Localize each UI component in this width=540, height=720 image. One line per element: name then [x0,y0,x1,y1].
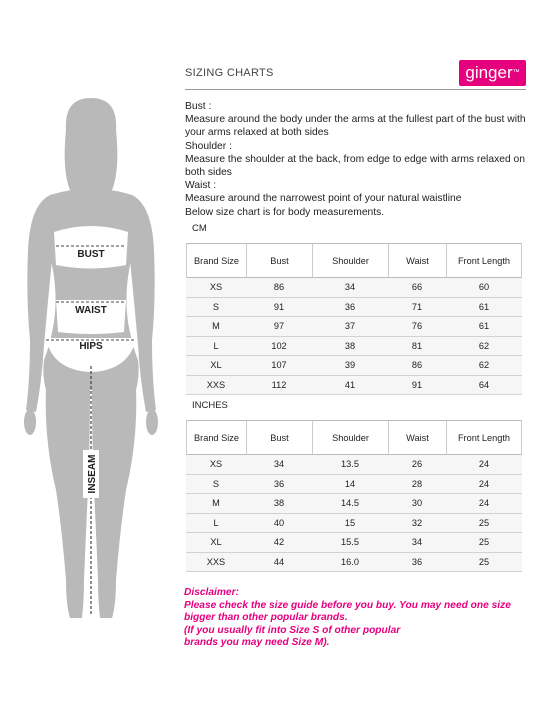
table-cell: 30 [388,494,446,514]
table-cell: 62 [446,356,522,376]
table-row [186,553,522,573]
table-cell: 40 [246,514,312,534]
shoulder-instruction: Measure the shoulder at the back, from edge to edge with arms relaxed on both sides [185,153,525,179]
brand-name: ginger [465,63,513,82]
hips-label: HIPS [79,341,103,352]
waist-label: WAIST [75,305,107,316]
column-header: Waist [388,420,446,455]
table-cell: 24 [446,494,522,514]
table-row [186,376,522,396]
disclaimer-note-line-1: (If you usually fit into Size S of other popular [184,624,401,636]
table-cell: XXS [186,553,246,573]
table-cell: 41 [312,376,388,396]
shoulder-heading: Shoulder : [185,140,232,152]
table-cell: 39 [312,356,388,376]
table-row [186,298,522,318]
table-row [186,356,522,376]
disclaimer-heading: Disclaimer: [184,587,239,598]
table-cell: 61 [446,317,522,337]
table-cell: 64 [446,376,522,396]
column-header: Shoulder [312,420,388,455]
table-cell: 36 [312,298,388,318]
table-cell: 38 [246,494,312,514]
table-cell: 15.5 [312,533,388,553]
table-row [186,514,522,534]
brand-logo [459,60,526,86]
table-row [186,278,522,298]
table-row [186,455,522,475]
table-cell: 42 [246,533,312,553]
table-cell: 28 [388,475,446,495]
table-cell: L [186,514,246,534]
table-row [186,475,522,495]
table-cell: 60 [446,278,522,298]
disclaimer-text: Please check the size guide before you buy. You may need one size bigger than other popular brands. [184,599,511,624]
table-row [186,494,522,514]
table-cell: 86 [246,278,312,298]
table-cell: XS [186,278,246,298]
body-measurement-figure [0,60,185,640]
bust-heading: Bust : [185,101,212,112]
column-header: Waist [388,243,446,278]
table-cell: 13.5 [312,455,388,475]
table-header-row [186,243,522,278]
table-cell: 76 [388,317,446,337]
column-header: Bust [246,420,312,455]
table-cell: 26 [388,455,446,475]
table-cell: 34 [388,533,446,553]
table-cell: 32 [388,514,446,534]
table-cell: 86 [388,356,446,376]
table-cell: S [186,298,246,318]
column-header: Brand Size [186,420,246,455]
table-cell: 34 [312,278,388,298]
table-cell: 102 [246,337,312,357]
table-cell: 97 [246,317,312,337]
inseam-label: INSEAM [87,454,98,494]
table-cell: 66 [388,278,446,298]
table-cell: 24 [446,475,522,495]
table-cell: 25 [446,514,522,534]
column-header: Front Length [446,243,522,278]
cm-table-body [186,243,522,395]
brand-trademark: ™ [512,69,520,76]
table-cell: 112 [246,376,312,396]
table-cell: 34 [246,455,312,475]
measurement-instructions [185,100,530,219]
table-cell: XL [186,533,246,553]
table-cell: XL [186,356,246,376]
table-cell: 62 [446,337,522,357]
disclaimer-note-line-2: brands you may need Size M). [184,637,330,649]
column-header: Brand Size [186,243,246,278]
table-cell: 61 [446,298,522,318]
table-cell: S [186,475,246,495]
table-cell: 16.0 [312,553,388,573]
page-title: SIZING CHARTS [185,67,274,79]
table-cell: M [186,494,246,514]
cm-unit-label: CM [192,223,207,234]
body-measurement-note: Below size chart is for body measurements. [185,206,385,218]
table-cell: 14 [312,475,388,495]
table-cell: 91 [388,376,446,396]
inches-table-body [186,420,522,572]
table-row [186,317,522,337]
table-cell: 14.5 [312,494,388,514]
table-cell: 24 [446,455,522,475]
table-cell: 71 [388,298,446,318]
table-row [186,533,522,553]
table-cell: 81 [388,337,446,357]
table-cell: XXS [186,376,246,396]
column-header: Front Length [446,420,522,455]
inches-size-table [186,420,522,572]
table-cell: M [186,317,246,337]
table-cell: 44 [246,553,312,573]
table-cell: 15 [312,514,388,534]
table-cell: 25 [446,533,522,553]
table-cell: 91 [246,298,312,318]
table-cell: 36 [246,475,312,495]
disclaimer [184,587,529,650]
column-header: Shoulder [312,243,388,278]
bust-band [54,226,128,269]
cm-size-table [186,243,522,395]
header-divider [185,89,526,90]
table-cell: XS [186,455,246,475]
waist-instruction: Measure around the narrowest point of your natural waistline [185,193,462,205]
bust-instruction: Measure around the body under the arms at the fullest part of the bust with your arms relaxed at both sides [185,114,526,139]
table-cell: 36 [388,553,446,573]
inches-unit-label: INCHES [192,400,228,411]
table-row [186,337,522,357]
table-cell: 25 [446,553,522,573]
table-cell: 37 [312,317,388,337]
table-cell: L [186,337,246,357]
table-cell: 107 [246,356,312,376]
bust-label: BUST [77,249,105,260]
waist-heading: Waist : [185,180,217,192]
column-header: Bust [246,243,312,278]
table-header-row [186,420,522,455]
table-cell: 38 [312,337,388,357]
female-silhouette-icon [0,60,185,640]
